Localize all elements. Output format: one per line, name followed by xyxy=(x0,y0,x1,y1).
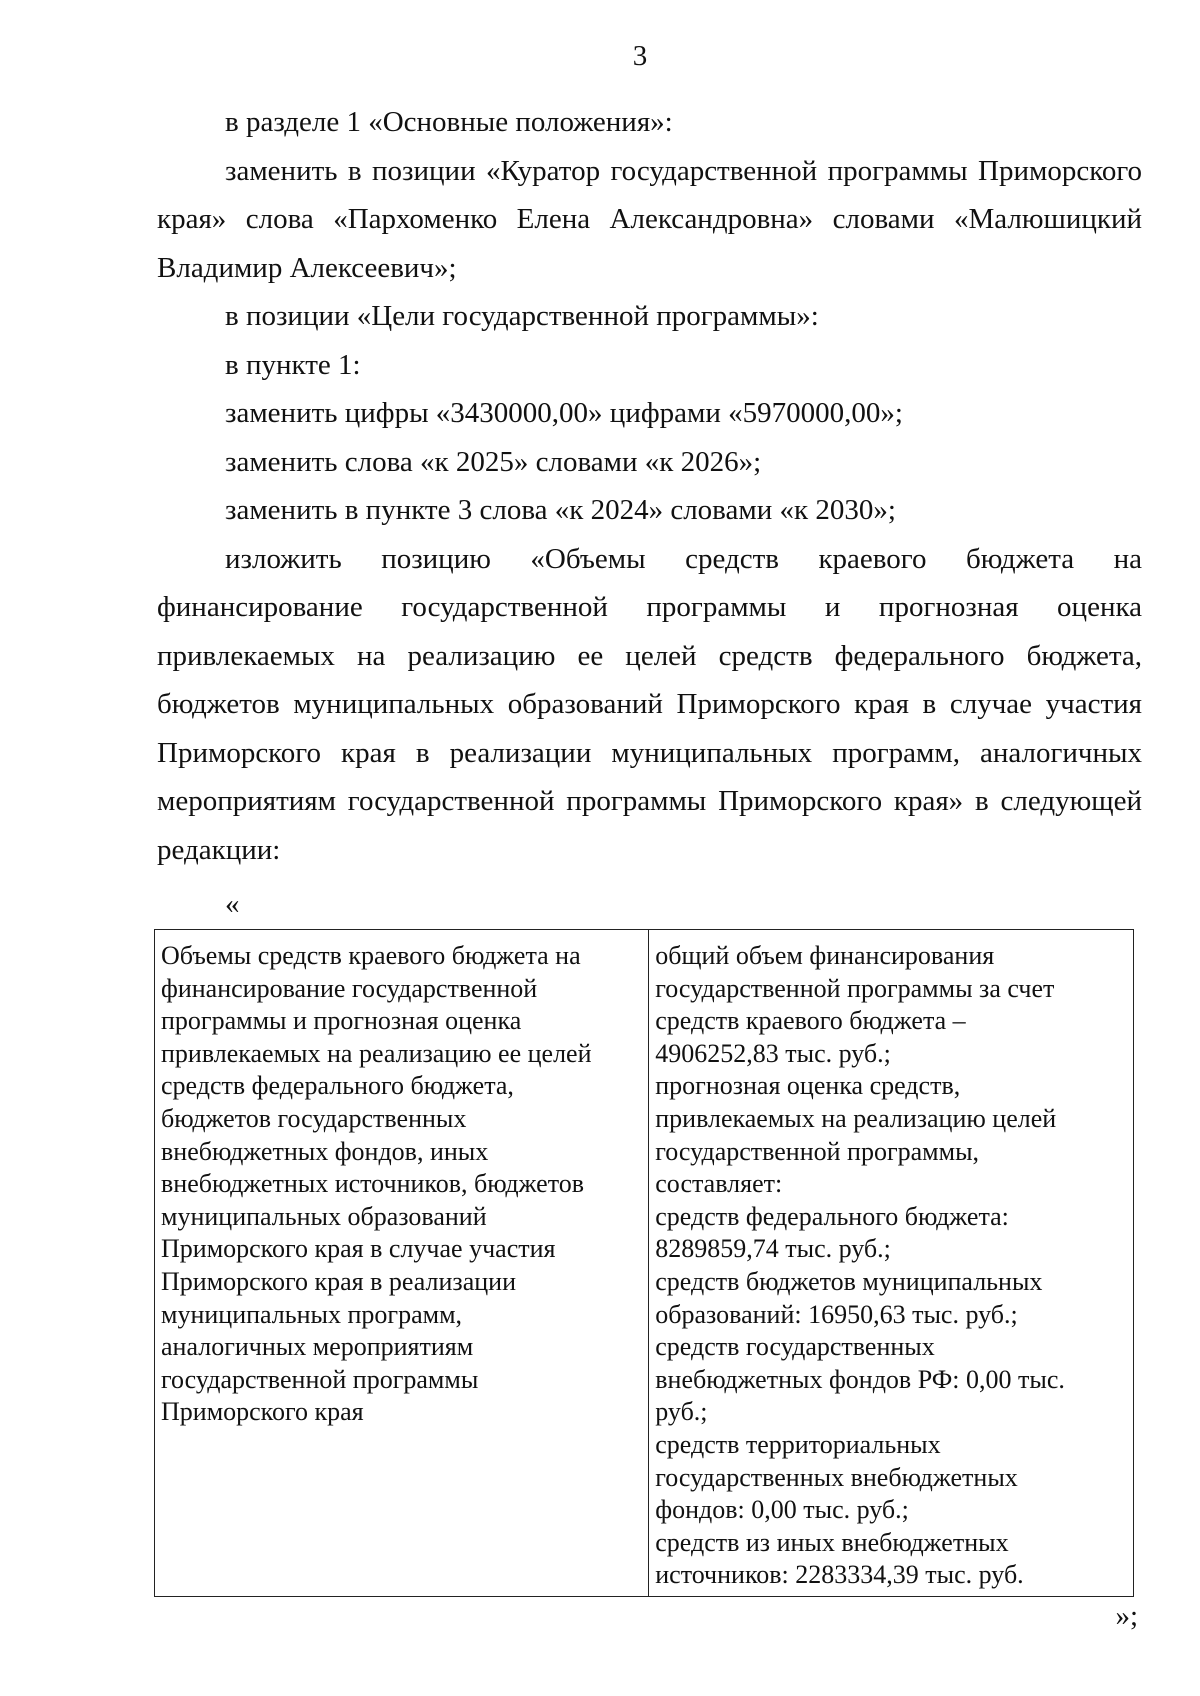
cell-line: 8289859,74 тыс. руб.; xyxy=(655,1234,891,1264)
cell-line: финансирование государственной xyxy=(161,973,538,1003)
cell-line: прогнозная оценка средств, xyxy=(655,1071,961,1101)
cell-line: государственных внебюджетных xyxy=(655,1462,1018,1492)
cell-line: Приморского края в реализации xyxy=(161,1266,516,1296)
paragraph: изложить позицию «Объемы средств краевого бюджета на финансирование государственной программы и прогнозная оценка привлекаемых на реализацию ее целей средств федерального бюджета, бюджетов муниципальных образований Приморского края в случае участия Приморского края в реализации муниципальных программ, аналогичных мероприятиям государственной программы Приморского края» в следующей редакции: xyxy=(157,542,1142,866)
paragraph: в разделе 1 «Основные положения»: xyxy=(225,106,673,138)
table-cell-label xyxy=(155,930,649,1597)
cell-line: средств федерального бюджета, xyxy=(161,1071,514,1101)
cell-line: средств территориальных xyxy=(655,1429,941,1459)
cell-line: средств бюджетов муниципальных xyxy=(655,1266,1043,1296)
page-number: 3 xyxy=(632,40,648,72)
cell-line: программы и прогнозная оценка xyxy=(161,1006,522,1036)
closing-quote-mark: »; xyxy=(1115,1600,1138,1632)
cell-line: общий объем финансирования xyxy=(655,941,995,970)
cell-line: фондов: 0,00 тыс. руб.; xyxy=(655,1495,909,1525)
cell-line: Объемы средств краевого бюджета на xyxy=(161,941,581,970)
paragraph: заменить в пункте 3 слова «к 2024» словами «к 2030»; xyxy=(225,494,896,526)
cell-line: источников: 2283334,39 тыс. руб. xyxy=(655,1560,1024,1590)
cell-line: Приморского края xyxy=(161,1397,364,1427)
cell-line: муниципальных образований xyxy=(161,1201,487,1231)
paragraph: в пункте 1: xyxy=(225,348,361,381)
table-cell-value xyxy=(649,930,1134,1597)
opening-quote-mark: « xyxy=(225,888,240,920)
cell-line: средств государственных xyxy=(655,1332,935,1362)
paragraph: заменить цифры «3430000,00» цифрами «5970000,00»; xyxy=(225,397,903,429)
cell-line: 4906252,83 тыс. руб.; xyxy=(655,1038,891,1068)
cell-line: привлекаемых на реализацию ее целей xyxy=(161,1038,592,1068)
cell-line: внебюджетных фондов, иных xyxy=(161,1136,489,1166)
cell-line: муниципальных программ, xyxy=(161,1299,463,1329)
cell-line: средств из иных внебюджетных xyxy=(655,1527,1009,1557)
cell-line: аналогичных мероприятиям xyxy=(161,1332,474,1362)
paragraph: заменить слова «к 2025» словами «к 2026»; xyxy=(225,445,762,478)
cell-line: руб.; xyxy=(655,1397,708,1427)
cell-line: средств федерального бюджета: xyxy=(655,1201,1009,1231)
funding-table xyxy=(154,929,1134,1597)
cell-line: государственной программы за счет xyxy=(655,973,1055,1003)
cell-line: государственной программы, xyxy=(655,1136,980,1166)
paragraph: заменить в позиции «Куратор государственной программы Приморского края» слова «Пархоменко Елена Александровна» словами «Малюшицкий Владимир Алексеевич»; xyxy=(157,154,1142,284)
cell-line: бюджетов государственных xyxy=(161,1103,467,1133)
table-row xyxy=(155,930,1134,1597)
cell-line: составляет: xyxy=(655,1169,783,1199)
cell-line: привлекаемых на реализацию целей xyxy=(655,1103,1057,1133)
cell-line: внебюджетных источников, бюджетов xyxy=(161,1169,585,1199)
cell-line: образований: 16950,63 тыс. руб.; xyxy=(655,1299,1018,1329)
cell-line: внебюджетных фондов РФ: 0,00 тыс. xyxy=(655,1364,1065,1394)
body-text xyxy=(157,98,1142,874)
cell-line: государственной программы xyxy=(161,1364,479,1394)
cell-line: Приморского края в случае участия xyxy=(161,1234,556,1264)
paragraph: в позиции «Цели государственной программы»: xyxy=(225,300,819,332)
cell-line: средств краевого бюджета – xyxy=(655,1006,966,1036)
